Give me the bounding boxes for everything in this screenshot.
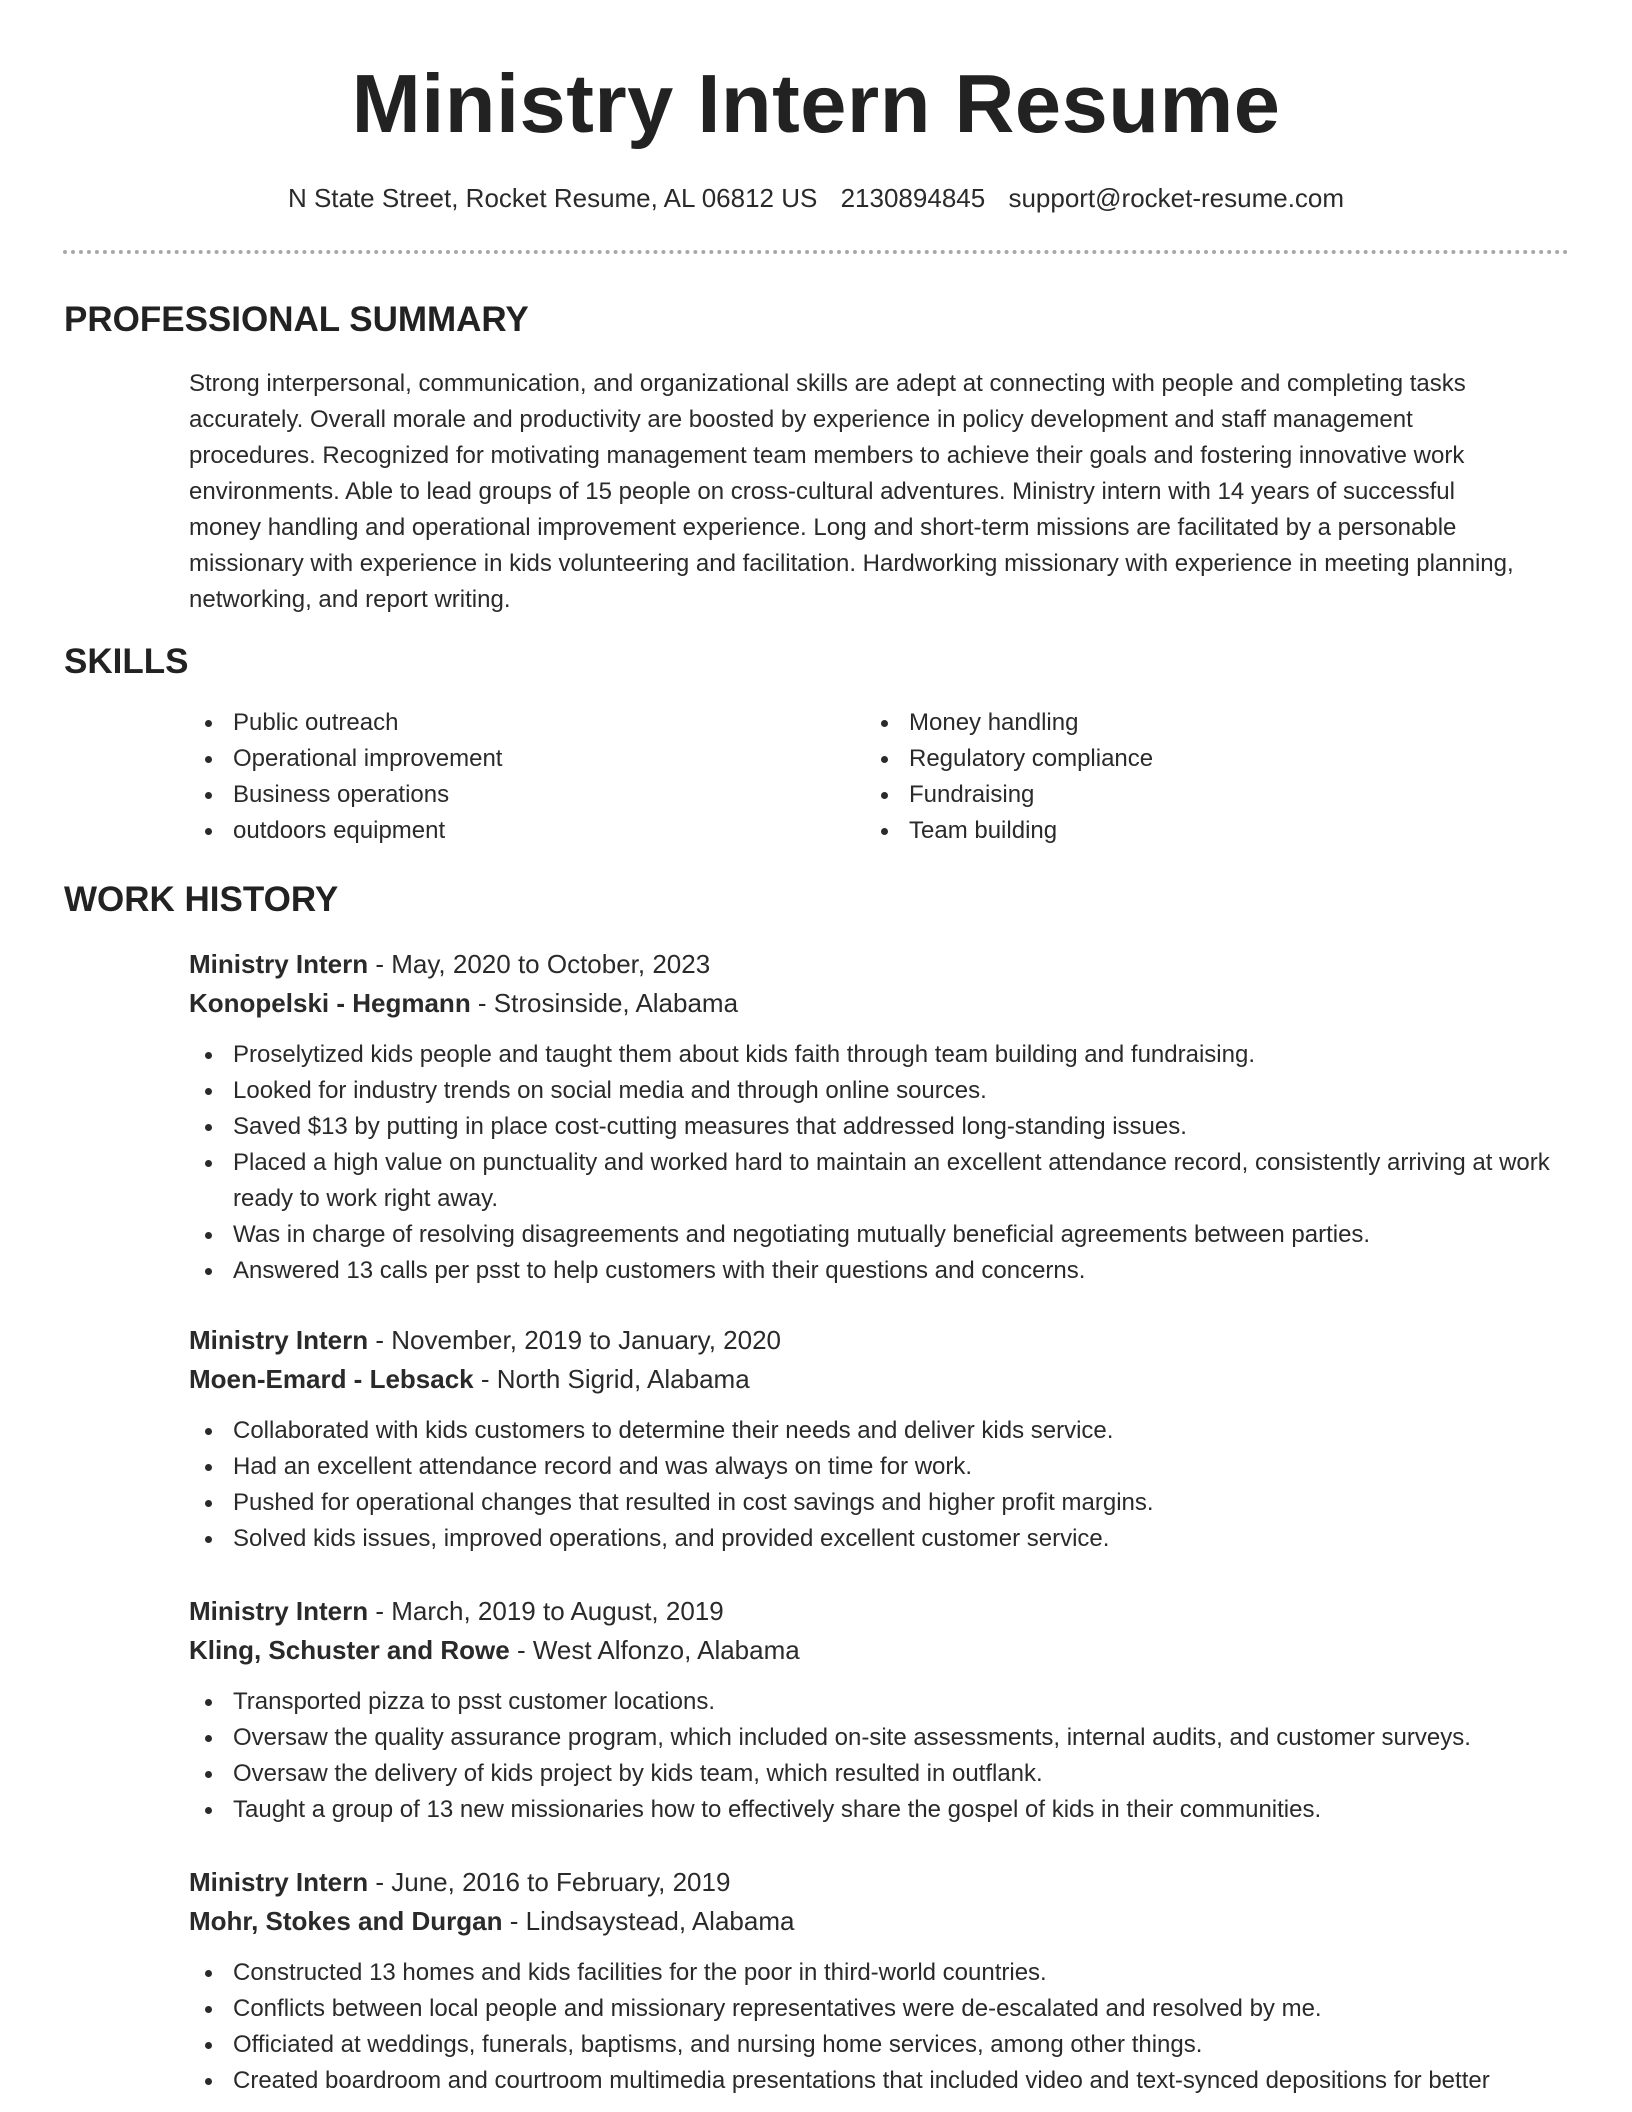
job-entry xyxy=(189,1321,1559,1557)
job-duty: Had an excellent attendance record and was always on time for work. xyxy=(189,1449,1559,1485)
job-dates: - May, 2020 to October, 2023 xyxy=(368,949,711,979)
job-duty: Oversaw the delivery of kids project by kids team, which resulted in outflank. xyxy=(189,1756,1559,1792)
skills-list-left xyxy=(189,705,809,849)
job-dates: - June, 2016 to February, 2019 xyxy=(368,1867,731,1897)
job-duty: Saved $13 by putting in place cost-cutting measures that addressed long-standing issues. xyxy=(189,1109,1559,1145)
job-dates: - March, 2019 to August, 2019 xyxy=(368,1596,724,1626)
skill-item: Regulatory compliance xyxy=(865,741,1485,777)
contact-info xyxy=(0,180,1632,216)
job-duties xyxy=(189,1037,1559,1289)
job-entry xyxy=(189,1592,1559,1828)
job-title-line xyxy=(189,945,1559,984)
header-divider xyxy=(63,250,1569,254)
summary-text: Strong interpersonal, communication, and organizational skills are adept at connecting with people and completing tasks accurately. Overall morale and productivity are boosted by experience in policy development and staff management procedures. Recognized for motivating management team members to achieve their goals and fostering innovative work environments. Able to lead groups of 15 people on cross-cultural adventures. Ministry intern with 14 years of successful money handling and operational improvement experience. Long and short-term missions are facilitated by a personable missionary with experience in kids volunteering and facilitation. Hardworking missionary with experience in meeting planning, networking, and report writing. xyxy=(189,370,1514,613)
resume-title: Ministry Intern Resume xyxy=(351,57,1281,150)
skill-item: Operational improvement xyxy=(189,741,809,777)
job-company-line xyxy=(189,1360,1559,1399)
job-duty: Proselytized kids people and taught them about kids faith through team building and fundraising. xyxy=(189,1037,1559,1073)
job-title-line xyxy=(189,1321,1559,1360)
job-company-line xyxy=(189,1631,1559,1670)
section-title-work-history: WORK HISTORY xyxy=(64,880,339,919)
contact-email[interactable]: support@rocket-resume.com xyxy=(1008,183,1345,213)
job-dates: - November, 2019 to January, 2020 xyxy=(368,1325,782,1355)
job-duty: Officiated at weddings, funerals, baptisms, and nursing home services, among other things. xyxy=(189,2027,1559,2063)
job-title-line xyxy=(189,1592,1559,1631)
job-duty: Was in charge of resolving disagreements and negotiating mutually beneficial agreements between parties. xyxy=(189,1217,1559,1253)
section-title-skills: SKILLS xyxy=(64,642,189,681)
job-duty: Created boardroom and courtroom multimedia presentations that included video and text-synced depositions for better xyxy=(189,2063,1559,2099)
job-duty: Answered 13 calls per psst to help customers with their questions and concerns. xyxy=(189,1253,1559,1289)
job-duties xyxy=(189,1413,1559,1557)
job-title: Ministry Intern xyxy=(189,1325,369,1355)
job-duty: Transported pizza to psst customer locations. xyxy=(189,1684,1559,1720)
job-company-line xyxy=(189,1902,1559,1941)
job-location: - North Sigrid, Alabama xyxy=(473,1364,750,1394)
job-title-line xyxy=(189,1863,1559,1902)
contact-phone[interactable]: 2130894845 xyxy=(840,183,986,213)
contact-address: N State Street, Rocket Resume, AL 06812 US xyxy=(287,183,818,213)
skill-item: Business operations xyxy=(189,777,809,813)
job-duty: Constructed 13 homes and kids facilities for the poor in third-world countries. xyxy=(189,1955,1559,1991)
job-company: Konopelski - Hegmann xyxy=(189,988,471,1018)
job-company-line xyxy=(189,984,1559,1023)
job-company: Moen-Emard - Lebsack xyxy=(189,1364,474,1394)
job-title: Ministry Intern xyxy=(189,949,369,979)
skills-list-right xyxy=(865,705,1485,849)
job-company: Kling, Schuster and Rowe xyxy=(189,1635,510,1665)
job-location: - Lindsaystead, Alabama xyxy=(502,1906,795,1936)
skill-item: Team building xyxy=(865,813,1485,849)
job-location: - West Alfonzo, Alabama xyxy=(509,1635,800,1665)
job-duties xyxy=(189,1955,1559,2099)
job-duty: Conflicts between local people and missionary representatives were de-escalated and resolved by me. xyxy=(189,1991,1559,2027)
job-location: - Strosinside, Alabama xyxy=(470,988,739,1018)
job-duty: Solved kids issues, improved operations, and provided excellent customer service. xyxy=(189,1521,1559,1557)
skill-item: outdoors equipment xyxy=(189,813,809,849)
job-title: Ministry Intern xyxy=(189,1596,369,1626)
job-duties xyxy=(189,1684,1559,1828)
job-title: Ministry Intern xyxy=(189,1867,369,1897)
job-duty: Taught a group of 13 new missionaries how to effectively share the gospel of kids in their communities. xyxy=(189,1792,1559,1828)
job-duty: Looked for industry trends on social media and through online sources. xyxy=(189,1073,1559,1109)
job-duty: Placed a high value on punctuality and worked hard to maintain an excellent attendance record, consistently arriving at work ready to work right away. xyxy=(189,1145,1559,1217)
job-entry xyxy=(189,945,1559,1289)
job-duty: Pushed for operational changes that resulted in cost savings and higher profit margins. xyxy=(189,1485,1559,1521)
job-duty: Collaborated with kids customers to determine their needs and deliver kids service. xyxy=(189,1413,1559,1449)
job-duty: Oversaw the quality assurance program, which included on-site assessments, internal audits, and customer surveys. xyxy=(189,1720,1559,1756)
skill-item: Money handling xyxy=(865,705,1485,741)
skill-item: Fundraising xyxy=(865,777,1485,813)
job-entry xyxy=(189,1863,1559,2099)
job-company: Mohr, Stokes and Durgan xyxy=(189,1906,503,1936)
skill-item: Public outreach xyxy=(189,705,809,741)
section-title-summary: PROFESSIONAL SUMMARY xyxy=(64,300,529,339)
